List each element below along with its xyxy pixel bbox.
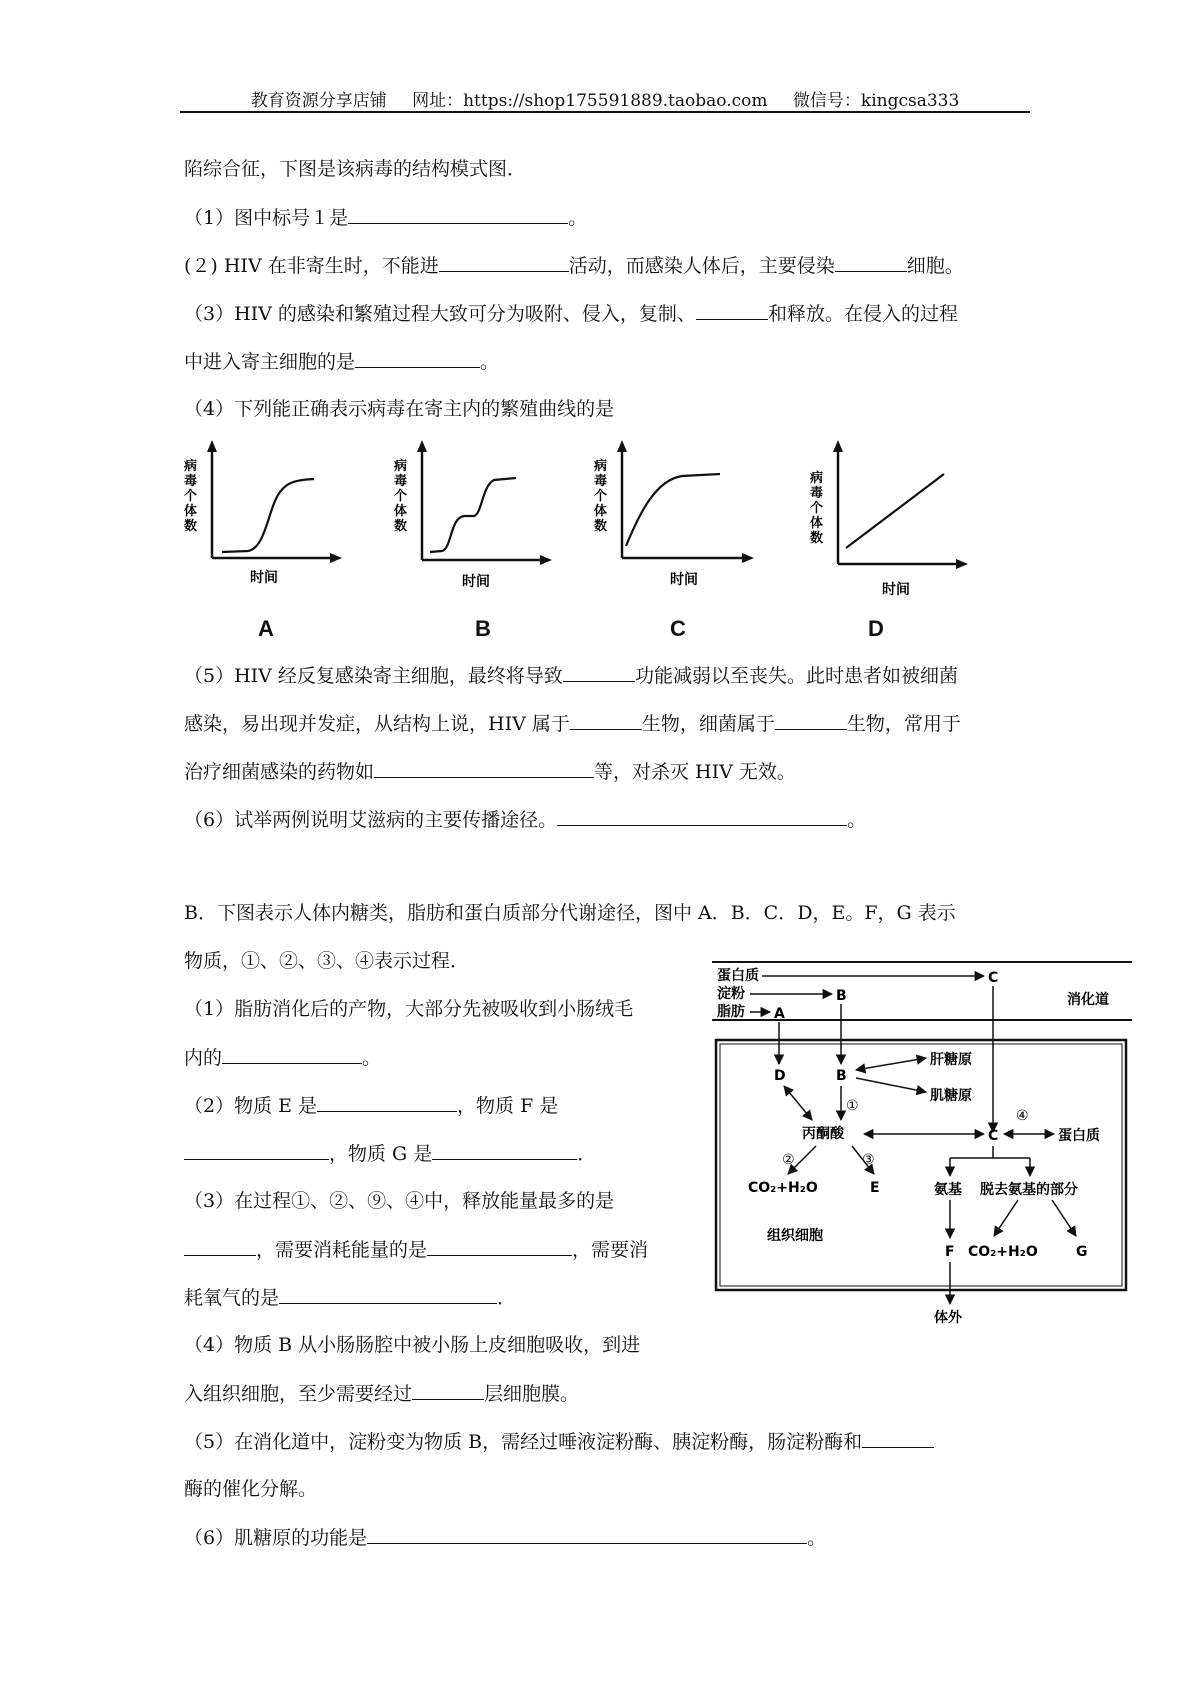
- question-a4: （4）下列能正确表示病毒在寄主内的繁殖曲线的是: [184, 398, 615, 420]
- question-b4: （4）物质 B 从小肠肠腔中被小肠上皮细胞吸收，到进: [184, 1334, 641, 1356]
- amino-group: 氨基: [934, 1182, 962, 1198]
- answer-blank[interactable]: [317, 1093, 457, 1112]
- answer-blank[interactable]: [862, 1429, 934, 1448]
- input-fat: 脂肪: [717, 1004, 745, 1020]
- node-b-top: B: [836, 988, 847, 1004]
- graph-a: [180, 440, 350, 590]
- graph-d-xlabel: 时间: [882, 582, 910, 598]
- question-a5-cont2: 治疗细菌感染的药物如 等，对杀灭 HIV 无效。: [184, 761, 796, 783]
- co2-h2o-left: CO₂+H₂O: [748, 1180, 818, 1196]
- node-d: D: [774, 1068, 786, 1084]
- graph-letter-a: A: [258, 616, 274, 641]
- graph-b-xlabel: 时间: [462, 574, 490, 590]
- question-b1: （1）脂肪消化后的产物，大部分先被吸收到小肠绒毛: [184, 998, 634, 1020]
- question-b3-cont2: 耗氧气的是 ．: [184, 1287, 517, 1309]
- question-b6: （6）肌糖原的功能是 。: [184, 1527, 827, 1549]
- section-b-intro: B．下图表示人体内糖类，脂肪和蛋白质部分代谢途径，图中 A．B．C．D，E。F，G 表示: [184, 902, 956, 924]
- answer-blank[interactable]: [279, 1285, 497, 1304]
- graph-letter-b: B: [475, 616, 491, 641]
- graph-a-xlabel: 时间: [250, 570, 278, 586]
- label-tissue-cell: 组织细胞: [767, 1228, 823, 1244]
- graph-letter-c: C: [670, 616, 686, 641]
- node-f: F: [945, 1244, 955, 1260]
- node-c-top: C: [988, 970, 999, 986]
- graph-a-ylabel: 病毒个体数: [184, 459, 198, 534]
- node-e: E: [870, 1180, 880, 1196]
- outside-body: 体外: [934, 1310, 962, 1326]
- co2-h2o-right: CO₂+H₂O: [968, 1244, 1038, 1260]
- question-a5: （5）HIV 经反复感染寄主细胞，最终将导致 功能减弱以至丧失。此时患者如被细菌: [184, 665, 958, 687]
- node-a: A: [774, 1006, 785, 1022]
- page-header: [180, 86, 1030, 111]
- step-1: ①: [846, 1098, 859, 1114]
- header-divider: [180, 111, 1030, 113]
- question-a6: （6）试举两例说明艾滋病的主要传播途径。 。: [184, 809, 867, 831]
- question-a2: (２) HIV 在非寄生时，不能进 活动，而感染人体后，主要侵染 细胞。: [184, 255, 964, 277]
- input-protein: 蛋白质: [717, 968, 759, 984]
- answer-blank[interactable]: [696, 301, 768, 320]
- answer-blank[interactable]: [367, 1525, 807, 1544]
- graph-d: [806, 440, 976, 600]
- question-b2-cont: ，物质 G 是 ．: [184, 1141, 596, 1166]
- muscle-glycogen: 肌糖原: [930, 1088, 972, 1104]
- answer-blank[interactable]: [432, 1141, 577, 1160]
- question-b2: （2）物质 E 是 ，物质 F 是: [184, 1095, 559, 1117]
- answer-blank[interactable]: [222, 1045, 362, 1064]
- question-b3: （3）在过程①、②、⑨、④中，释放能量最多的是: [184, 1190, 615, 1212]
- node-b: B: [836, 1068, 847, 1084]
- question-b5: （5）在消化道中，淀粉变为物质 B，需经过唾液淀粉酶、胰淀粉酶，肠淀粉酶和: [184, 1429, 934, 1454]
- answer-blank[interactable]: [412, 1381, 484, 1400]
- non-amino-part: 脱去氨基的部分: [980, 1182, 1078, 1198]
- answer-blank[interactable]: [184, 1141, 329, 1160]
- graph-c-xlabel: 时间: [670, 572, 698, 588]
- input-starch: 淀粉: [717, 986, 745, 1002]
- graph-b-ylabel: 病毒个体数: [394, 459, 408, 534]
- answer-blank[interactable]: [184, 1237, 256, 1256]
- node-c: C: [988, 1128, 999, 1144]
- question-b3-cont: ，需要消耗能量的是 ，需要消: [184, 1237, 648, 1262]
- graph-letter-d: D: [868, 616, 884, 641]
- section-b-intro-cont: 物质，①、②、③、④表示过程．: [184, 950, 470, 972]
- step-2: ②: [782, 1152, 795, 1168]
- question-a1: （1）图中标号１是 。: [184, 207, 588, 229]
- answer-blank[interactable]: [374, 759, 594, 778]
- step-3: ③: [862, 1152, 875, 1168]
- graph-c: [590, 440, 760, 590]
- answer-blank[interactable]: [557, 807, 847, 826]
- header-wechat: 微信号：kingcsa333: [792, 91, 960, 111]
- label-digestive-tract: 消化道: [1067, 992, 1109, 1008]
- question-a3-cont: 中进入寄主细胞的是 。: [184, 351, 500, 373]
- metabolism-diagram: [712, 960, 1132, 1330]
- pyruvate: 丙酮酸: [802, 1126, 844, 1142]
- answer-blank[interactable]: [835, 253, 907, 272]
- text-line: 陷综合征，下图是该病毒的结构模式图．: [184, 158, 527, 180]
- question-a5-cont: 感染，易出现并发症，从结构上说，HIV 属于 生物，细菌属于 生物，常用于: [184, 713, 961, 735]
- graph-c-ylabel: 病毒个体数: [594, 459, 608, 534]
- answer-blank[interactable]: [355, 349, 480, 368]
- answer-blank[interactable]: [563, 663, 635, 682]
- node-g: G: [1076, 1244, 1088, 1260]
- answer-blank[interactable]: [775, 711, 847, 730]
- question-b4-cont: 入组织细胞，至少需要经过 层细胞膜。: [184, 1383, 580, 1405]
- step-4: ④: [1016, 1108, 1029, 1124]
- graph-b: [390, 440, 560, 590]
- answer-blank[interactable]: [439, 253, 569, 272]
- question-b1-cont: 内的 。: [184, 1047, 382, 1069]
- header-url: 网址：https://shop175591889.taobao.com: [412, 91, 768, 111]
- graph-d-ylabel: 病毒个体数: [810, 471, 824, 546]
- header-shop: 教育资源分享店铺: [250, 91, 387, 111]
- liver-glycogen: 肝糖原: [930, 1052, 972, 1068]
- question-b5-cont: 酶的催化分解。: [184, 1478, 318, 1500]
- answer-blank[interactable]: [570, 711, 642, 730]
- answer-blank[interactable]: [427, 1237, 572, 1256]
- answer-blank[interactable]: [348, 205, 568, 224]
- protein-in-cell: 蛋白质: [1058, 1128, 1100, 1144]
- question-a3: （3）HIV 的感染和繁殖过程大致可分为吸附、侵入，复制、 和释放。在侵入的过程: [184, 303, 958, 325]
